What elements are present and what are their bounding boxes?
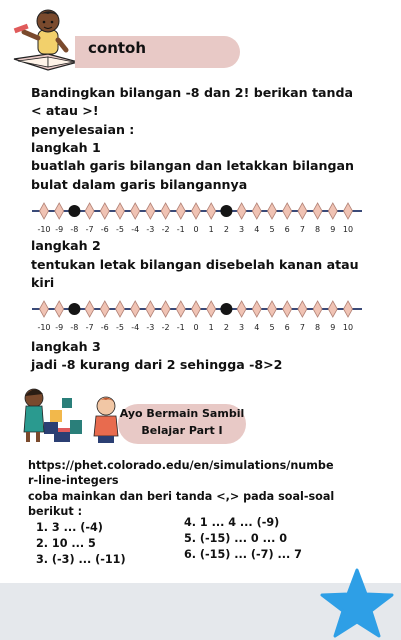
kids-playing-illustration: [14, 376, 126, 446]
activity-url-line-1[interactable]: https://phet.colorado.edu/en/simulations/numbe: [28, 459, 334, 472]
tick-diamond: [161, 301, 170, 317]
tick-label: -4: [131, 225, 140, 234]
tick-diamond: [116, 203, 125, 219]
tick-label: -9: [55, 323, 64, 332]
tick-label: -9: [55, 225, 64, 234]
tick-label: -8: [70, 225, 79, 234]
tick-diamond: [55, 301, 64, 317]
tick-diamond: [161, 203, 170, 219]
tick-label: 2: [223, 225, 229, 234]
tick-diamond: [252, 301, 261, 317]
step1-title: langkah 1: [31, 140, 101, 155]
step3-line-1: jadi -8 kurang dari 2 sehingga -8>2: [31, 357, 283, 372]
marked-point: [220, 205, 232, 217]
tick-label: 6: [284, 323, 290, 332]
tick-diamond: [85, 203, 94, 219]
tick-diamond: [268, 301, 277, 317]
tick-label: 0: [193, 225, 199, 234]
marked-point: [68, 303, 80, 315]
tick-diamond: [237, 301, 246, 317]
tick-diamond: [85, 301, 94, 317]
tick-label: 7: [299, 323, 305, 332]
number-line-1: [28, 200, 368, 236]
step3-title: langkah 3: [31, 339, 101, 354]
tick-label: 5: [269, 323, 275, 332]
tick-diamond: [344, 301, 353, 317]
exercise-item: 5. (-15) ... 0 ... 0: [184, 532, 288, 545]
tick-diamond: [283, 301, 292, 317]
tick-diamond: [176, 203, 185, 219]
tick-label: -6: [100, 323, 109, 332]
tick-diamond: [207, 301, 216, 317]
tick-diamond: [100, 203, 109, 219]
activity-title-line-1: Ayo Bermain Sambil: [119, 407, 245, 420]
tick-label: -10: [37, 323, 51, 332]
tick-diamond: [298, 203, 307, 219]
step2-line-2: kiri: [31, 275, 55, 290]
tick-label: 4: [254, 225, 260, 234]
activity-title-line-2: Belajar Part I: [141, 424, 223, 437]
activity-instruction-line-1: coba mainkan dan beri tanda <,> pada soal-soal: [28, 490, 335, 503]
tick-label: -2: [161, 225, 170, 234]
tick-diamond: [176, 301, 185, 317]
tick-diamond: [40, 301, 49, 317]
tick-diamond: [344, 203, 353, 219]
tick-diamond: [252, 203, 261, 219]
boy-reading-illustration: [8, 4, 84, 76]
tick-diamond: [313, 301, 322, 317]
tick-label: -8: [70, 323, 79, 332]
tick-label: 3: [239, 225, 245, 234]
tick-diamond: [313, 203, 322, 219]
tick-diamond: [55, 203, 64, 219]
tick-diamond: [100, 301, 109, 317]
tick-diamond: [298, 301, 307, 317]
tick-label: 1: [208, 225, 214, 234]
tick-label: 3: [239, 323, 245, 332]
star-icon: [318, 566, 396, 640]
tick-label: -2: [161, 323, 170, 332]
tick-label: 8: [315, 225, 321, 234]
activity-instruction-line-2: berikut :: [28, 505, 83, 518]
exercise-item: 1. 3 ... (-4): [36, 521, 103, 534]
tick-diamond: [131, 203, 140, 219]
tick-label: -5: [116, 323, 124, 332]
tick-label: 0: [193, 323, 199, 332]
tick-label: -5: [116, 225, 124, 234]
tick-label: -7: [85, 323, 94, 332]
problem-line-1: Bandingkan bilangan -8 dan 2! berikan tanda: [31, 85, 354, 100]
number-line-2: [28, 298, 368, 334]
tick-label: 9: [330, 323, 336, 332]
tick-diamond: [131, 301, 140, 317]
tick-label: 5: [269, 225, 275, 234]
tick-label: 2: [223, 323, 229, 332]
tick-label: -1: [176, 225, 185, 234]
tick-diamond: [192, 203, 201, 219]
tick-label: -4: [131, 323, 140, 332]
exercise-item: 4. 1 ... 4 ... (-9): [184, 516, 280, 529]
tick-label: 7: [299, 225, 305, 234]
tick-diamond: [116, 301, 125, 317]
marked-point: [220, 303, 232, 315]
tick-label: -6: [100, 225, 109, 234]
step1-line-1: buatlah garis bilangan dan letakkan bilangan: [31, 158, 354, 173]
tick-label: -3: [146, 225, 155, 234]
exercise-item: 3. (-3) ... (-11): [36, 553, 126, 566]
problem-line-2: < atau >!: [31, 103, 99, 118]
tick-diamond: [40, 203, 49, 219]
step2-line-1: tentukan letak bilangan disebelah kanan atau: [31, 257, 359, 272]
tick-diamond: [192, 301, 201, 317]
tick-label: -3: [146, 323, 155, 332]
tick-diamond: [146, 301, 155, 317]
step2-title: langkah 2: [31, 238, 101, 253]
tick-diamond: [328, 301, 337, 317]
tick-diamond: [237, 203, 246, 219]
exercise-item: 2. 10 ... 5: [36, 537, 96, 550]
tick-diamond: [283, 203, 292, 219]
marked-point: [68, 205, 80, 217]
tick-label: -1: [176, 323, 185, 332]
tick-label: 1: [208, 323, 214, 332]
tick-label: 10: [342, 225, 354, 234]
tick-label: 9: [330, 225, 336, 234]
tick-diamond: [146, 203, 155, 219]
exercise-item: 6. (-15) ... (-7) ... 7: [184, 548, 302, 561]
tick-diamond: [328, 203, 337, 219]
header-label: contoh: [88, 39, 147, 57]
solution-heading: penyelesaian :: [31, 122, 135, 137]
tick-label: -7: [85, 225, 94, 234]
activity-url-line-2[interactable]: r-line-integers: [28, 474, 119, 487]
tick-diamond: [207, 203, 216, 219]
tick-label: -10: [37, 225, 51, 234]
tick-label: 4: [254, 323, 260, 332]
tick-label: 8: [315, 323, 321, 332]
tick-label: 6: [284, 225, 290, 234]
step1-line-2: bulat dalam garis bilangannya: [31, 177, 248, 192]
tick-diamond: [268, 203, 277, 219]
tick-label: 10: [342, 323, 354, 332]
